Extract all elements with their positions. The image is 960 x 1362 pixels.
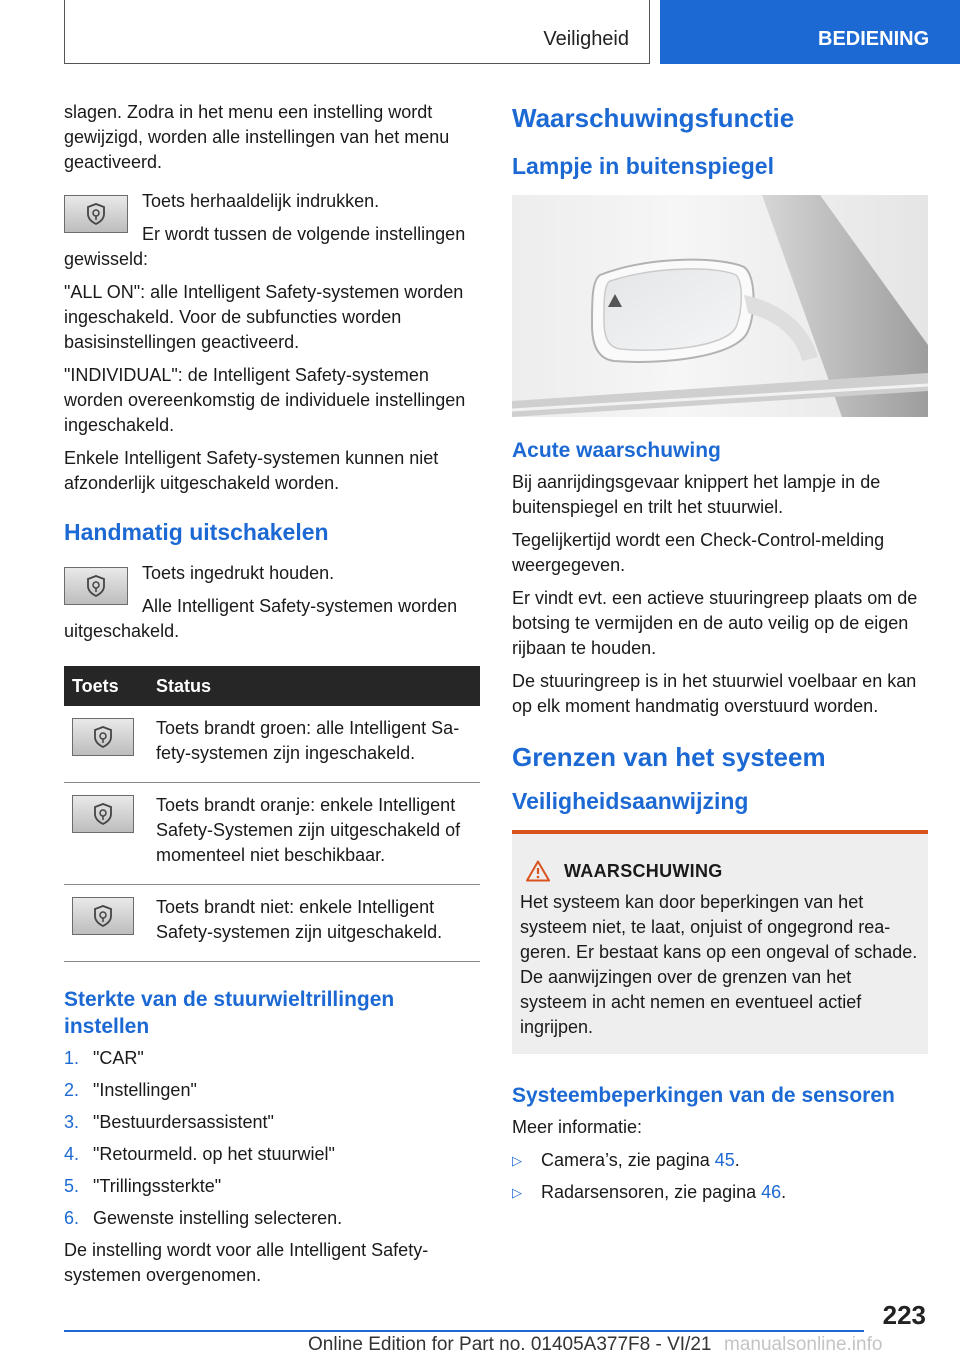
some-systems-text: Enkele Intelligent Safety-systemen kunnen niet afzonderlijk uitgeschakeld worden. [64,448,439,493]
individual-text: "INDIVIDUAL": de Intelligent Safety-systemen worden overeenkomstig de individuele instellingen ingeschakeld. [64,365,466,435]
list-item: 6. Gewenste instelling selecteren. [64,1208,343,1228]
all-off-text: Alle Intelligent Safety-systemen worden uitgeschakeld. [64,596,458,641]
acute-text-3: Er vindt evt. een actieve stuuringreep plaats om de botsing te vermijden en de auto veilig op de eigen rijbaan te houden. [512,588,918,658]
press-repeat-block [64,189,480,214]
safety-button-icon [64,567,128,605]
header-section-box [64,0,650,64]
manual-off-heading: Handmatig uitschakelen [64,519,329,545]
acute-text-2: Tegelijkertijd wordt een Check-Control-melding weergegeven. [512,530,885,575]
mirror-image [512,195,928,417]
status-table [64,666,480,962]
header-chapter-tab: BEDIENING [660,0,960,64]
all-on-text: "ALL ON": alle Intelligent Safety-systemen worden ingeschakeld. Voor de subfuncties worden basisinstellingen geactiveerd. [64,282,464,352]
more-info-text: Meer informatie: [512,1117,643,1137]
acute-warning-heading: Acute waarschuwing [512,439,721,462]
table-row [64,885,480,962]
hold-block [64,561,480,586]
bullet-icon: ▷ [512,1185,522,1200]
warning-text: Het systeem kan door beperkingen van het systeem niet, te laat, onjuist of ongegrond reageren. Er bestaat kans op een ongeval of schade. De aanwijzingen over de grenzen van het systeem in acht nemen en eventueel actief ingrijpen. [520,892,918,1037]
press-repeat-text: Toets herhaaldelijk indrukken. [142,191,380,211]
warning-title [526,860,920,882]
right-column [512,100,928,1212]
page-link-camera[interactable]: 45 [714,1150,735,1170]
status-table-header [64,666,480,706]
header-section-title: Veiligheid [543,28,629,50]
safety-button-off-icon [72,897,134,935]
col-header-status: Status [148,666,480,706]
footer-divider [64,1330,864,1332]
status-text: Toets brandt niet: enkele Intelligent Safety-systemen zijn uitgeschakeld. [148,885,480,962]
hold-text: Toets ingedrukt houden. [142,563,335,583]
acute-text-1: Bij aanrijdingsgevaar knippert het lampje in de buitenspiegel en trilt het stuurwiel. [512,472,881,517]
footer-watermark: manualsonline.info [724,1334,883,1355]
safety-button-orange-icon [72,795,134,833]
page-header [0,0,960,66]
warning-box [512,830,928,1054]
list-item: 5. "Trillingssterkte" [64,1176,222,1196]
intro-text: slagen. Zodra in het menu een instelling wordt gewijzigd, worden alle instellingen van het menu geactiveerd. [64,102,450,172]
vibration-heading: Sterkte van de stuurwieltrillingen instellen [64,988,395,1038]
footer-edition: Online Edition for Part no. 01405A377F8 - VI/21 [308,1334,712,1355]
steps-list [64,1046,480,1231]
page-number: 223 [882,1300,926,1330]
safety-button-icon [64,195,128,233]
page-link-radar[interactable]: 46 [761,1182,782,1202]
outro-text: De instelling wordt voor alle Intelligent Safety-systemen overgenomen. [64,1240,429,1285]
status-text: Toets brandt oranje: enkele Intelligent Safety-Systemen zijn uitgeschakeld of momenteel niet beschikbaar. [148,783,480,885]
list-item: ▷ Camera’s, zie pagina 45. [512,1148,928,1173]
safety-note-heading: Veiligheidsaanwijzing [512,788,749,814]
acute-text-4: De stuuringreep is in het stuurwiel voelbaar en kan op elk moment handmatig overstuurd worden. [512,671,917,716]
reference-list [512,1148,928,1205]
system-limits-heading: Grenzen van het systeem [512,742,826,772]
toggle-intro-text: Er wordt tussen de volgende instellingen gewisseld: [64,224,466,269]
list-item: 2. "Instellingen" [64,1080,197,1100]
safety-button-green-icon [72,718,134,756]
warning-triangle-icon [526,860,550,882]
col-header-button: Toets [64,666,148,706]
table-row [64,783,480,885]
table-row [64,706,480,783]
warning-function-heading: Waarschuwingsfunctie [512,103,795,133]
list-item: ▷ Radarsensoren, zie pagina 46. [512,1180,928,1205]
list-item: 1. "CAR" [64,1048,144,1068]
bullet-icon: ▷ [512,1153,522,1168]
mirror-lamp-heading: Lampje in buitenspiegel [512,153,774,179]
status-text: Toets brandt groen: alle Intelligent Safety-systemen zijn ingeschakeld. [148,706,480,783]
sensor-limits-heading: Systeembeperkingen van de sensoren [512,1084,895,1107]
list-item: 3. "Bestuurdersassistent" [64,1112,274,1132]
left-column [64,100,480,1296]
list-item: 4. "Retourmeld. op het stuurwiel" [64,1144,335,1164]
warning-label: WAARSCHUWING [564,860,723,881]
